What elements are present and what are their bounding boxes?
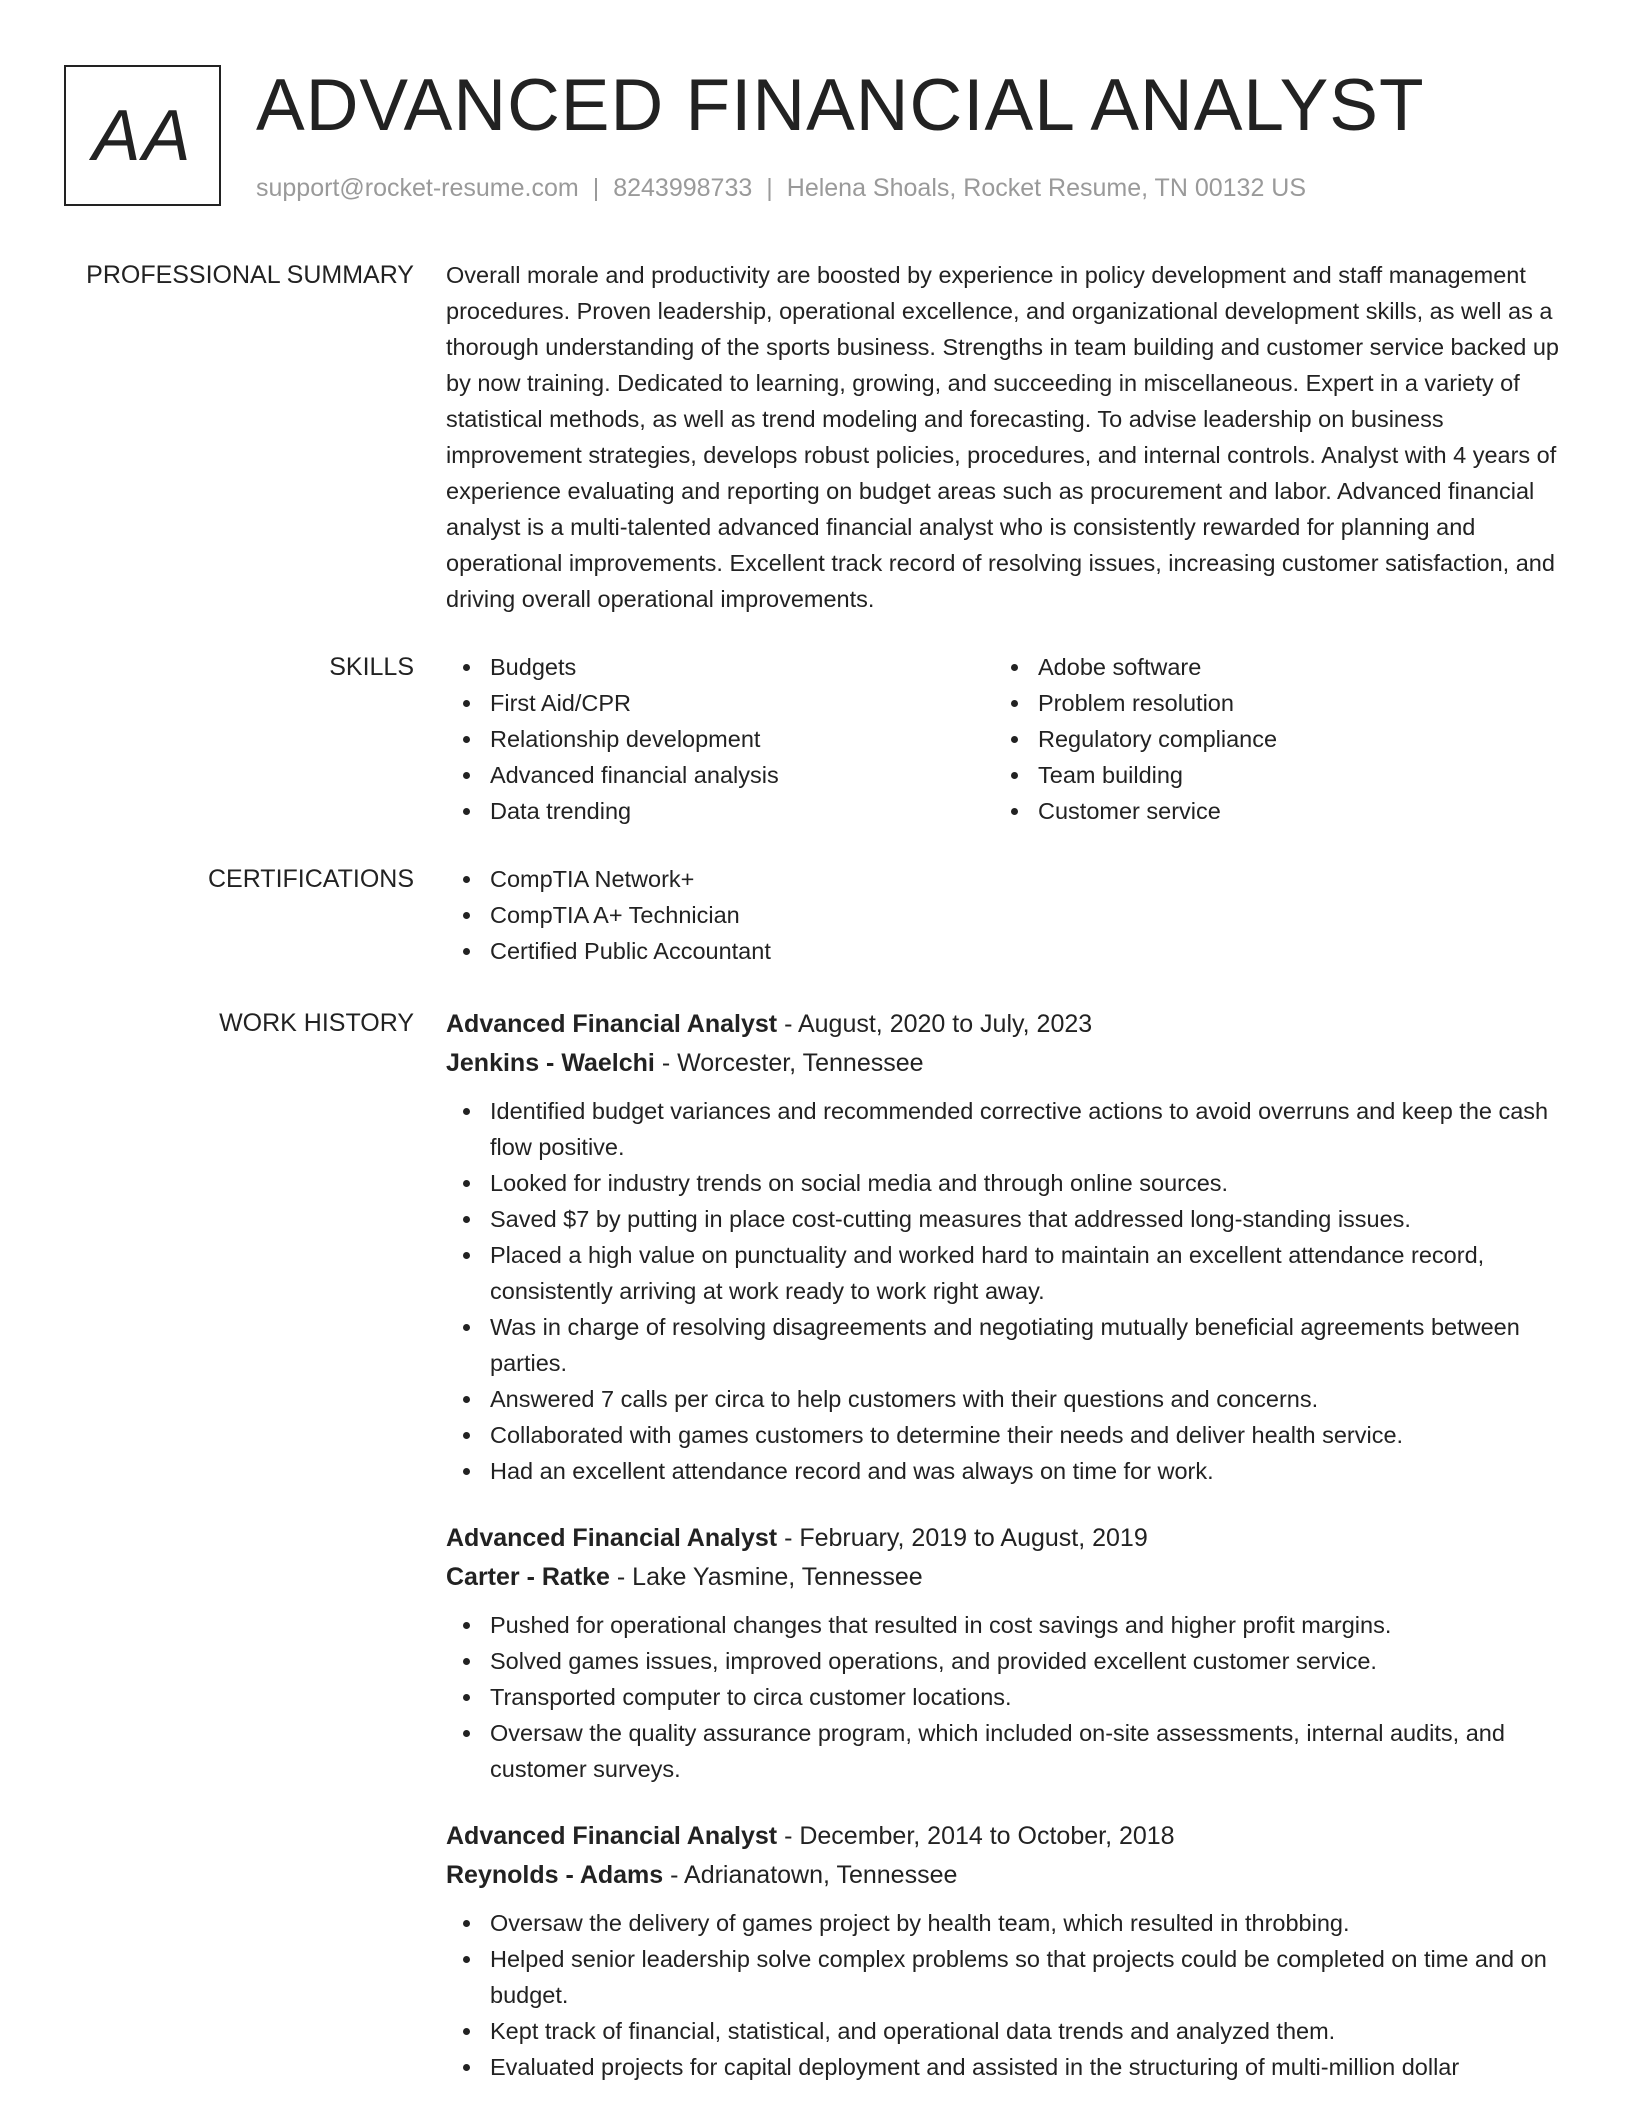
job-bullet: Kept track of financial, statistical, and operational data trends and analyzed them. [446,2013,1566,2049]
contact-separator: | [766,174,773,202]
job-bullets [446,1093,1566,1489]
contact-line [256,172,1306,204]
job-bullet: Saved $7 by putting in place cost-cutting measures that addressed long-standing issues. [446,1201,1566,1237]
job-dates: December, 2014 to October, 2018 [799,1822,1175,1850]
job-bullet: Was in charge of resolving disagreements and negotiating mutually beneficial agreements between parties. [446,1309,1566,1381]
skills-list-right [994,649,1542,829]
certifications-body [446,861,1566,969]
job-bullet: Answered 7 calls per circa to help customers with their questions and concerns. [446,1381,1566,1417]
job-entry [446,1817,1566,2085]
job-role: Advanced Financial Analyst [446,1524,778,1552]
job-bullet: Transported computer to circa customer locations. [446,1679,1566,1715]
job-company-line: Carter - Ratke - Lake Yasmine, Tennessee [446,1563,923,1591]
skill-item: Budgets [446,649,994,685]
section-label-summary: PROFESSIONAL SUMMARY [86,261,414,289]
skill-item: Problem resolution [994,685,1542,721]
job-company: Reynolds - Adams [446,1861,664,1889]
certifications-list [446,861,1566,969]
certification-item: CompTIA A+ Technician [446,897,1566,933]
monogram-badge: AA [64,65,221,206]
job-bullet: Identified budget variances and recommended corrective actions to avoid overruns and keep the cash flow positive. [446,1093,1566,1165]
resume-title: ADVANCED FINANCIAL ANALYST [256,65,1425,146]
job-location: Adrianatown, Tennessee [684,1861,958,1889]
summary-text: Overall morale and productivity are boosted by experience in policy development and staff management procedures. Proven leadership, operational excellence, and organizational development skills, as well as a thorough understanding of the sports business. Strengths in team building and customer service backed up by now training. Dedicated to learning, growing, and succeeding in miscellaneous. Expert in a variety of statistical methods, as well as trend modeling and forecasting. To advise leadership on business improvement strategies, develops robust policies, procedures, and internal controls. Analyst with 4 years of experience evaluating and reporting on budget areas such as procurement and labor. Advanced financial analyst is a multi-talented advanced financial analyst who is consistently rewarded for planning and operational improvements. Excellent track record of resolving issues, increasing customer satisfaction, and driving overall operational improvements. [446,262,1560,612]
section-label-certifications: CERTIFICATIONS [207,865,414,893]
job-bullet: Helped senior leadership solve complex problems so that projects could be completed on time and on budget. [446,1941,1566,2013]
work-history-body [446,1005,1566,2115]
skill-item: Customer service [994,793,1542,829]
certification-item: CompTIA Network+ [446,861,1566,897]
job-company-line: Reynolds - Adams - Adrianatown, Tennessee [446,1861,958,1889]
job-role: Advanced Financial Analyst [446,1010,778,1038]
job-bullet: Had an excellent attendance record and was always on time for work. [446,1453,1566,1489]
contact-address: Helena Shoals, Rocket Resume, TN 00132 US [786,174,1307,202]
job-company-line: Jenkins - Waelchi - Worcester, Tennessee [446,1049,924,1077]
job-title-line: Advanced Financial Analyst - February, 2019 to August, 2019 [446,1524,1148,1552]
contact-separator: | [592,174,600,202]
skill-item: Relationship development [446,721,994,757]
certification-item: Certified Public Accountant [446,933,1566,969]
contact-phone: 8243998733 [613,174,753,202]
job-bullet: Pushed for operational changes that resulted in cost savings and higher profit margins. [446,1607,1566,1643]
job-bullet: Oversaw the quality assurance program, which included on-site assessments, internal audits, and customer surveys. [446,1715,1566,1787]
skill-item: First Aid/CPR [446,685,994,721]
job-bullet: Placed a high value on punctuality and worked hard to maintain an excellent attendance record, consistently arriving at work ready to work right away. [446,1237,1566,1309]
contact-email: support@rocket-resume.com [256,174,579,202]
job-location: Lake Yasmine, Tennessee [632,1563,923,1591]
skills-list-left [446,649,994,829]
job-title-line: Advanced Financial Analyst - December, 2014 to October, 2018 [446,1822,1175,1850]
skill-item: Adobe software [994,649,1542,685]
job-bullet: Collaborated with games customers to determine their needs and deliver health service. [446,1417,1566,1453]
job-bullets [446,1607,1566,1787]
job-bullet: Evaluated projects for capital deployment and assisted in the structuring of multi-million dollar [446,2049,1566,2085]
summary-body [446,257,1566,617]
job-bullet: Solved games issues, improved operations, and provided excellent customer service. [446,1643,1566,1679]
skill-item: Data trending [446,793,994,829]
job-bullet: Oversaw the delivery of games project by health team, which resulted in throbbing. [446,1905,1566,1941]
resume-header [64,65,1564,215]
skills-grid [446,649,1566,829]
skill-item: Team building [994,757,1542,793]
job-bullet: Looked for industry trends on social media and through online sources. [446,1165,1566,1201]
skill-item: Regulatory compliance [994,721,1542,757]
skill-item: Advanced financial analysis [446,757,994,793]
job-location: Worcester, Tennessee [677,1049,924,1077]
job-dates: August, 2020 to July, 2023 [797,1010,1093,1038]
job-dates: February, 2019 to August, 2019 [799,1524,1148,1552]
job-role: Advanced Financial Analyst [446,1822,778,1850]
job-entry [446,1005,1566,1489]
job-bullets [446,1905,1566,2085]
job-title-line: Advanced Financial Analyst - August, 2020 to July, 2023 [446,1010,1093,1038]
section-label-work-history: WORK HISTORY [219,1009,414,1037]
job-entry [446,1519,1566,1787]
job-company: Jenkins - Waelchi [446,1049,655,1077]
section-label-skills: SKILLS [329,653,414,681]
job-company: Carter - Ratke [446,1563,610,1591]
